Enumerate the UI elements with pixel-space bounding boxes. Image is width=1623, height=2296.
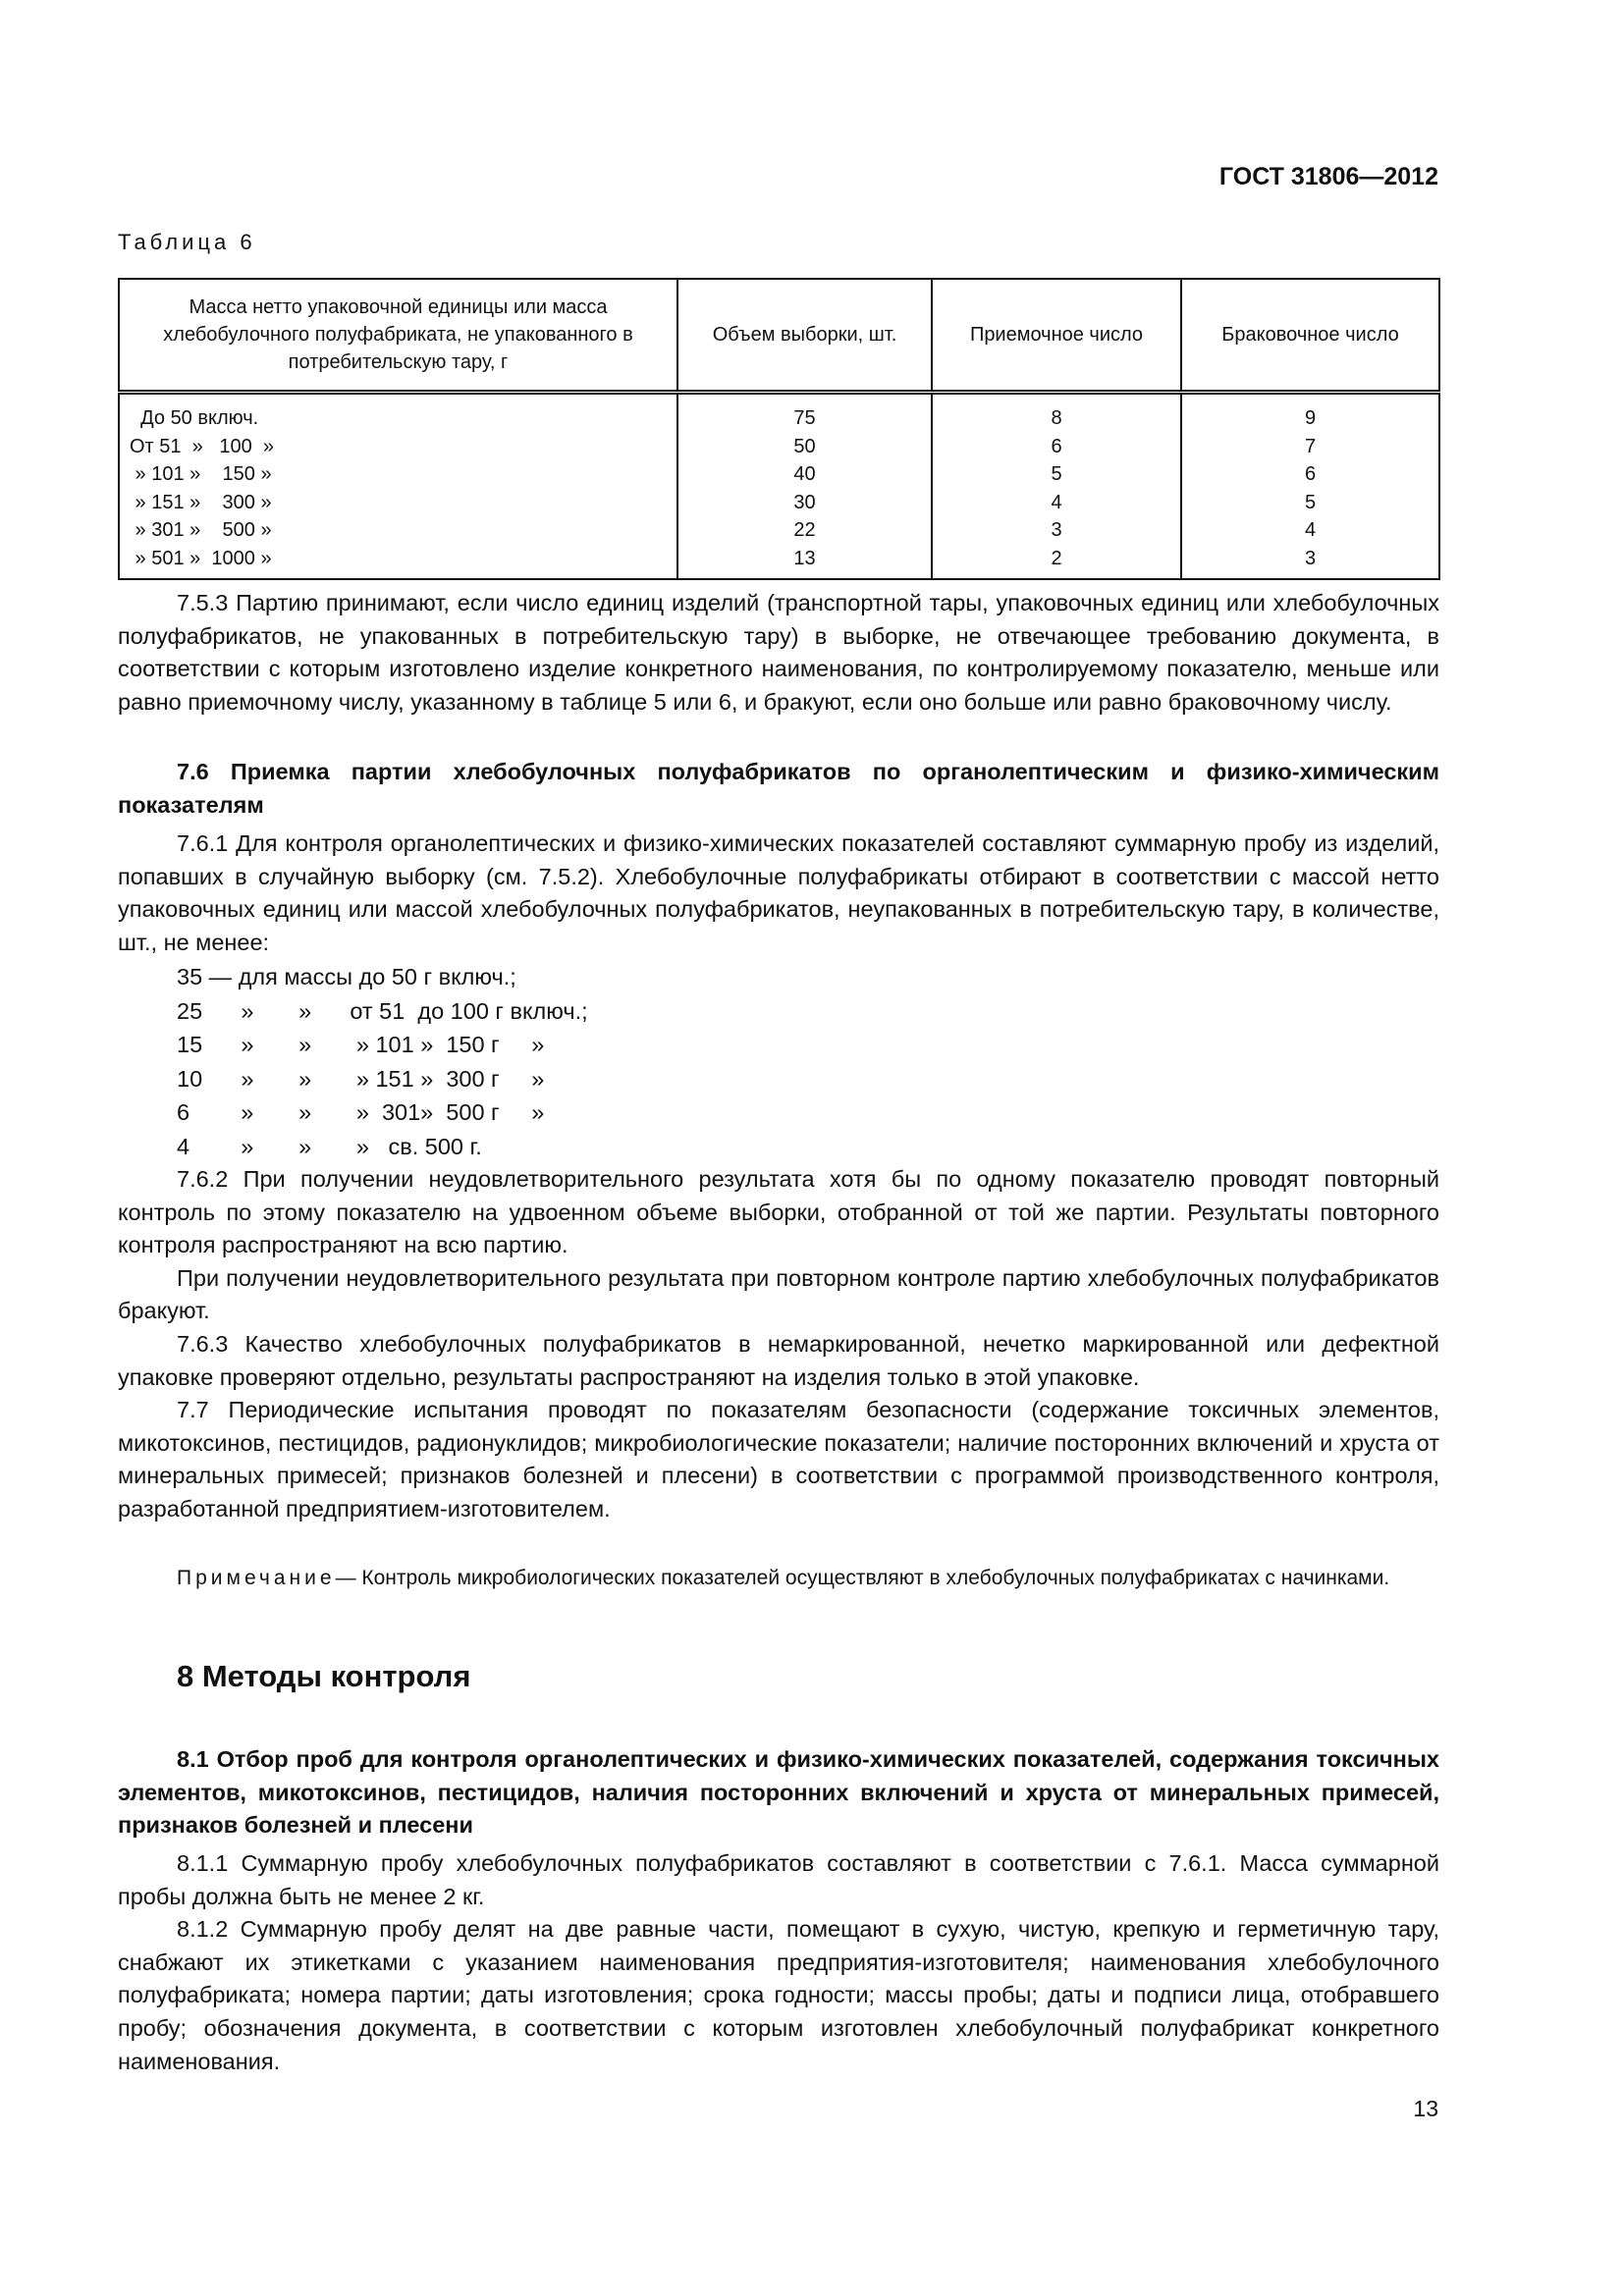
paragraph-7-6-1: 7.6.1 Для контроля органолептических и физико-химических показателей составляют суммарную пробу из изделий, попавших в случайную выборку (см. 7.5.2). Хлебобулочные полуфабрикаты отбирают в соответствии с массой нетто упаковочных единиц или массой хлебобулочных полуфабрикатов, неупакованных в потребительскую тару, в количестве, шт., не менее: [118,830,1439,955]
table-row [119,393,1439,433]
list-item: 6 » » » 301» 500 г » [177,1099,545,1125]
column-header-sample: Объем выборки, шт. [677,279,932,393]
heading-8-1: 8.1 Отбор проб для контроля органолептических и физико-химических показателей, содержания токсичных элементов, микотоксинов, пестицидов, наличия посторонних включений и хруста от минеральных примесей, признаков болезней и плесени [118,1746,1439,1839]
acceptance-number-cell: 8 [932,393,1181,433]
mass-cell: От 51 » 100 » [119,433,677,461]
note [118,1563,1439,1593]
list-item: 10 » » » 151 » 300 г » [177,1065,545,1092]
list-item: 25 » » от 51 до 100 г включ.; [177,997,588,1024]
rejection-number-cell: 7 [1181,433,1439,461]
table-row [119,433,1439,461]
table-row [119,489,1439,517]
column-header-mass: Масса нетто упаковочной единицы или масса хлебобулочного полуфабриката, не упакованного в потребительскую тару, г [119,279,677,393]
heading-7-6: 7.6 Приемка партии хлебобулочных полуфабрикатов по органолептическим и физико-химическим показателям [118,759,1439,818]
mass-cell: » 301 » 500 » [119,516,677,545]
sample-size-cell: 50 [677,433,932,461]
rejection-number-cell: 6 [1181,460,1439,489]
mass-cell: » 151 » 300 » [119,489,677,517]
sample-size-cell: 75 [677,393,932,433]
rejection-number-cell: 9 [1181,393,1439,433]
note-text: — Контроль микробиологических показателей осуществляют в хлебобулочных полуфабрикатах с начинками. [335,1567,1390,1589]
list-item: 15 » » » 101 » 150 г » [177,1032,545,1057]
paragraph-7-7: 7.7 Периодические испытания проводят по показателям безопасности (содержание токсичных элементов, микотоксинов, пестицидов, радионуклидов; микробиологические показатели; наличие посторонних включений и хруста от минеральных примесей; признаков болезней и плесени) в соответствии с программой производственного контроля, разработанной предприятием-изготовителем. [118,1397,1439,1522]
acceptance-number-cell: 3 [932,516,1181,545]
page-number: 13 [1413,2096,1438,2121]
mass-cell: » 101 » 150 » [119,460,677,489]
paragraph-7-6-2-retest: При получении неудовлетворительного результата при повторном контроле партию хлебобулочных полуфабрикатов бракуют. [118,1264,1439,1324]
note-label: Примечание [177,1567,336,1589]
mass-cell: » 501 » 1000 » [119,545,677,580]
acceptance-number-cell: 2 [932,545,1181,580]
sample-size-cell: 30 [677,489,932,517]
sample-size-cell: 22 [677,516,932,545]
table-row [119,516,1439,545]
rejection-number-cell: 5 [1181,489,1439,517]
list-item: 4 » » » св. 500 г. [177,1133,482,1159]
rejection-number-cell: 4 [1181,516,1439,545]
sample-size-cell: 13 [677,545,932,580]
paragraph-7-6-3: 7.6.3 Качество хлебобулочных полуфабрикатов в немаркированной, нечетко маркированной или дефектной упаковке проверяют отдельно, результаты распространяют на изделия только в этой упаковке. [118,1330,1439,1390]
paragraph-7-6-2: 7.6.2 При получении неудовлетворительного результата хотя бы по одному показателю проводят повторный контроль по этому показателю на удвоенном объеме выборки, отобранной от той же партии. Результаты повторного контроля распространяют на всю партию. При получении неудовлетворительного результата при повторном контроле партию хлебобулочных полуфабрикатов бракуют. 7.6.3 Качество хлебобулочных полуфабрикатов в немаркированной, нечетко маркированной или дефектной упаковке проверяют отдельно, результаты распространяют на изделия только в этой упаковке. 7.7 Периодические испытания проводят по показателям безопасности (содержание токсичных элементов, микотоксинов, пестицидов, радионуклидов; микробиологические показатели; наличие посторонних включений и хруста от минеральных примесей; признаков болезней и плесени) в соответствии с программой производственного контроля, разработанной предприятием-изготовителем. [118,1163,1439,1526]
sampling-table [118,278,1440,580]
paragraph-7-5-3: 7.5.3 Партию принимают, если число единиц изделий (транспортной тары, упаковочных единиц или хлебобулочных полуфабрикатов, не упакованных в потребительскую тару) в выборке, не отвечающее требованию документа, в соответствии с которым изготовлено изделие конкретного наименования, по контролируемому показателю, меньше или равно приемочному числу, указанному в таблице 5 или 6, и бракуют, если оно больше или равно браковочному числу. [118,590,1439,715]
table-row [119,545,1439,580]
rejection-number-cell: 3 [1181,545,1439,580]
paragraph-8-1-1: 8.1.1 Суммарную пробу хлебобулочных полуфабрикатов составляют в соответствии с 7.6.1. Масса суммарной пробы должна быть не менее 2 кг. 8.1.2 Суммарную пробу делят на две равные части, помещают в сухую, чистую, крепкую и герметичную тару, снабжают их этикетками с указанием наименования предприятия-изготовителя; наименования хлебобулочного полуфабриката; номера партии; даты изготовления; срока годности; массы пробы; даты и подписи лица, отобравшего пробу; обозначения документа, в соответствии с которым изготовлен хлебобулочный полуфабрикат конкретного наименования. [118,1847,1439,2078]
list-item: 35 — для массы до 50 г включ.; [177,964,516,989]
table-caption: Таблица 6 [118,230,256,254]
sample-size-cell: 40 [677,460,932,489]
acceptance-number-cell: 6 [932,433,1181,461]
acceptance-number-cell: 4 [932,489,1181,517]
table-row [119,460,1439,489]
acceptance-number-cell: 5 [932,460,1181,489]
sample-size-list [177,960,588,1163]
paragraph-8-1-2: 8.1.2 Суммарную пробу делят на две равные части, помещают в сухую, чистую, крепкую и герметичную тару, снабжают их этикетками с указанием наименования предприятия-изготовителя; наименования хлебобулочного полуфабриката; номера партии; даты изготовления; срока годности; массы пробы; даты и подписи лица, отобравшего пробу; обозначения документа, в соответствии с которым изготовлен хлебобулочный полуфабрикат конкретного наименования. [118,1916,1439,2074]
section-heading-8: 8 Методы контроля [177,1659,471,1693]
column-header-accept: Приемочное число [932,279,1181,393]
mass-cell: До 50 включ. [119,393,677,433]
column-header-reject: Браковочное число [1181,279,1439,393]
document-id: ГОСТ 31806—2012 [1218,163,1438,190]
